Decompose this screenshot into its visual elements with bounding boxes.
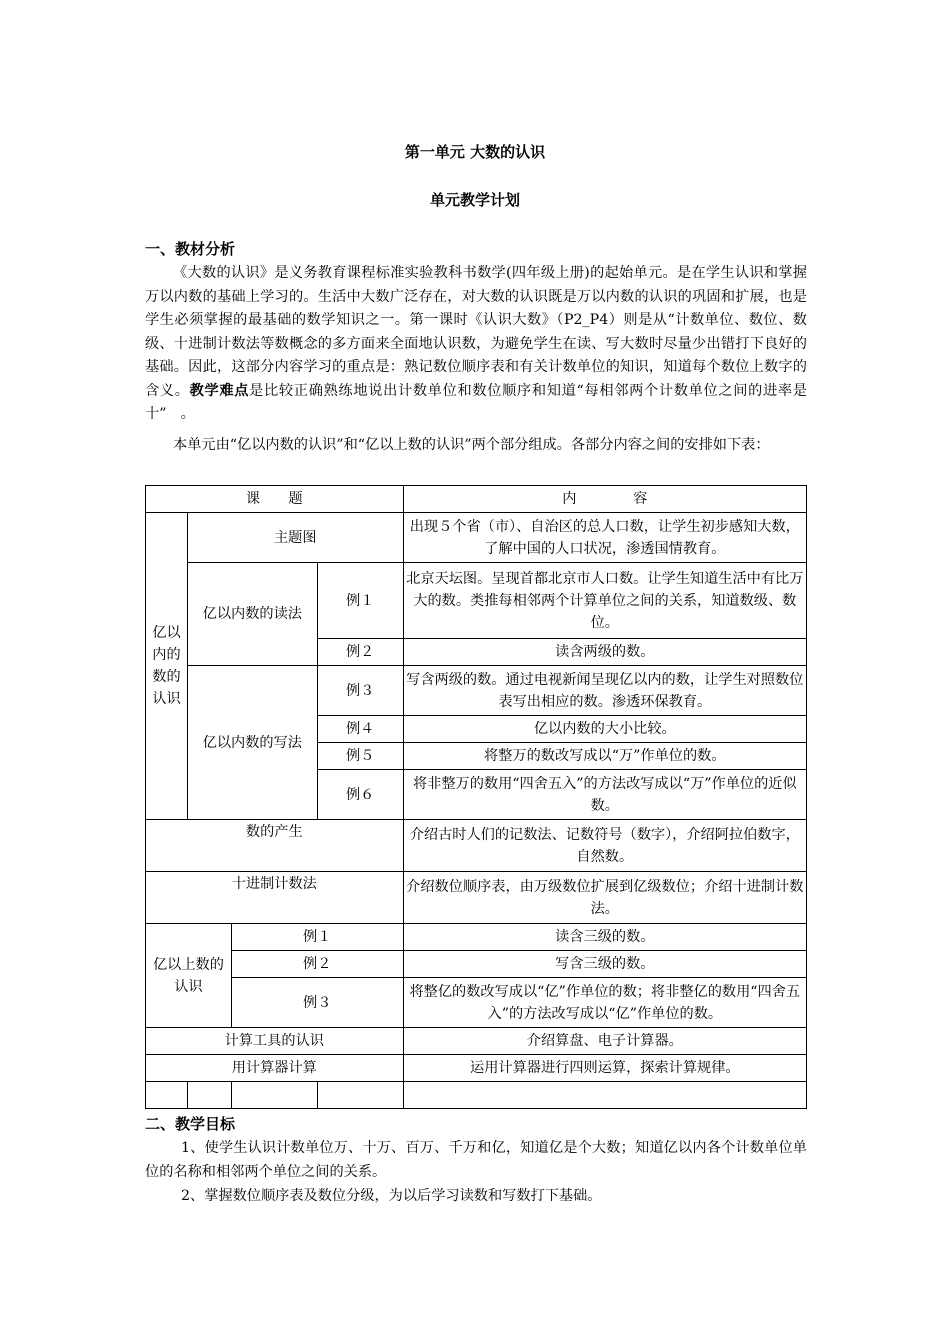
cell-example-3-content: 写含两级的数。通过电视新闻呈现亿以内的数，让学生对照数位表写出相应的数。渗透环保教育。	[403, 666, 806, 716]
cell-above-example-3: 例３	[231, 978, 403, 1028]
paragraph-arrangement: 本单元由“亿以内数的认识”和“亿以上数的认识”两个部分组成。各部分内容之间的安排如下表：	[173, 437, 770, 453]
table-row	[146, 820, 807, 872]
table-row	[146, 924, 807, 951]
cell-example-2-content: 读含两级的数。	[403, 639, 806, 666]
table-row	[146, 872, 807, 924]
cell-theme: 主题图	[187, 513, 403, 563]
table-row	[146, 1055, 807, 1082]
cell-example-5: 例５	[317, 743, 403, 770]
paragraph-analysis-text-2: 是比较正确熟练地说出计数单位和数位顺序和知道“每相邻两个计数单位之间的进率是 十” 。	[145, 382, 822, 422]
cell-decimal: 十进制计数法	[146, 872, 404, 924]
bold-difficulty-label: 教学难点	[189, 382, 250, 399]
cell-example-1: 例１	[317, 563, 403, 639]
cell-above-example-2-content: 写含三级的数。	[403, 951, 806, 978]
table-row	[146, 978, 807, 1028]
cell-example-1-content: 北京天坛图。呈现首都北京市人口数。让学生知道生活中有比万大的数。类推每相邻两个计算单位之间的关系，知道数级、数位。	[403, 563, 806, 639]
table-row	[146, 951, 807, 978]
table-row	[146, 666, 807, 716]
empty-cell	[146, 1082, 188, 1109]
cell-tools-content: 介绍算盘、电子计算器。	[403, 1028, 806, 1055]
table-row-empty	[146, 1082, 807, 1109]
unit-plan-table	[145, 485, 807, 1109]
table-row	[146, 513, 807, 563]
empty-cell	[317, 1082, 403, 1109]
cell-calculator-content: 运用计算器进行四则运算，探索计算规律。	[403, 1055, 806, 1082]
page-title: 第一单元 大数的认识	[404, 143, 546, 161]
cell-example-4: 例４	[317, 716, 403, 743]
empty-cell	[231, 1082, 317, 1109]
table-row	[146, 486, 807, 513]
paragraph-analysis	[145, 262, 822, 427]
cell-above-example-2: 例２	[231, 951, 403, 978]
cell-example-2: 例２	[317, 639, 403, 666]
cell-origin-content: 介绍古时人们的记数法、记数符号（数字），介绍阿拉伯数字，自然数。	[403, 820, 806, 872]
cell-example-6: 例６	[317, 770, 403, 820]
section-heading-goals: 二、教学目标	[145, 1115, 236, 1133]
group-reading: 亿以内数的读法	[187, 563, 317, 666]
cell-example-4-content: 亿以内数的大小比较。	[403, 716, 806, 743]
empty-cell	[403, 1082, 806, 1109]
section-heading-analysis: 一、教材分析	[145, 240, 236, 258]
cell-decimal-content: 介绍数位顺序表，由万级数位扩展到亿级数位；介绍十进制计数法。	[403, 872, 806, 924]
table-row	[146, 1028, 807, 1055]
cell-origin: 数的产生	[146, 820, 404, 872]
page-subtitle: 单元教学计划	[429, 191, 520, 209]
group-above-hundred-million: 亿以上数的认识	[146, 924, 232, 1028]
cell-calculator: 用计算器计算	[146, 1055, 404, 1082]
cell-above-example-3-content: 将整亿的数改写成以“亿”作单位的数；将非整亿的数用“四舍五入”的方法改写成以“亿”作单位的数。	[403, 978, 806, 1028]
goal-item-1: 1、使学生认识计数单位万、十万、百万、千万和亿，知道亿是个大数；知道亿以内各个计数单位单位的名称和相邻两个单位之间的关系。	[145, 1140, 807, 1180]
cell-example-3: 例３	[317, 666, 403, 716]
paragraph-analysis-text: 《大数的认识》是义务教育课程标准实验教科书数学(四年级上册)的起始单元。是在学生认识和掌握万以内数的基础上学习的。生活中大数广泛存在，对大数的认识既是万以内数的认识的巩固和扩展，也是学生必须掌握的最基础的数学知识之一。第一课时《认识大数》（P2_P4）则是从“计数单位、数位、数级、十进制计数法等数概念的多方面来全面地认识数，为避免学生在读、写大数时尽量少出错打下良好的基础。因此，这部分内容学习的重点是：熟记数位顺序表和有关计数单位的知识，知道每个数位上数字的含义。	[145, 265, 807, 399]
header-content: 内 容	[403, 486, 806, 513]
cell-theme-content: 出现５个省（市）、自治区的总人口数，让学生初步感知大数，了解中国的人口状况，渗透国情教育。	[403, 513, 806, 563]
cell-above-example-1: 例１	[231, 924, 403, 951]
table-row	[146, 563, 807, 639]
cell-example-5-content: 将整万的数改写成以“万”作单位的数。	[403, 743, 806, 770]
group-writing: 亿以内数的写法	[187, 666, 317, 820]
empty-cell	[187, 1082, 231, 1109]
cell-above-example-1-content: 读含三级的数。	[403, 924, 806, 951]
cell-example-6-content: 将非整万的数用“四舍五入”的方法改写成以“万”作单位的近似数。	[403, 770, 806, 820]
group-within-hundred-million: 亿以内的数的认识	[146, 513, 188, 820]
goal-item-2: 2、掌握数位顺序表及数位分级，为以后学习读数和写数打下基础。	[181, 1188, 602, 1204]
header-topic: 课 题	[146, 486, 404, 513]
cell-tools: 计算工具的认识	[146, 1028, 404, 1055]
